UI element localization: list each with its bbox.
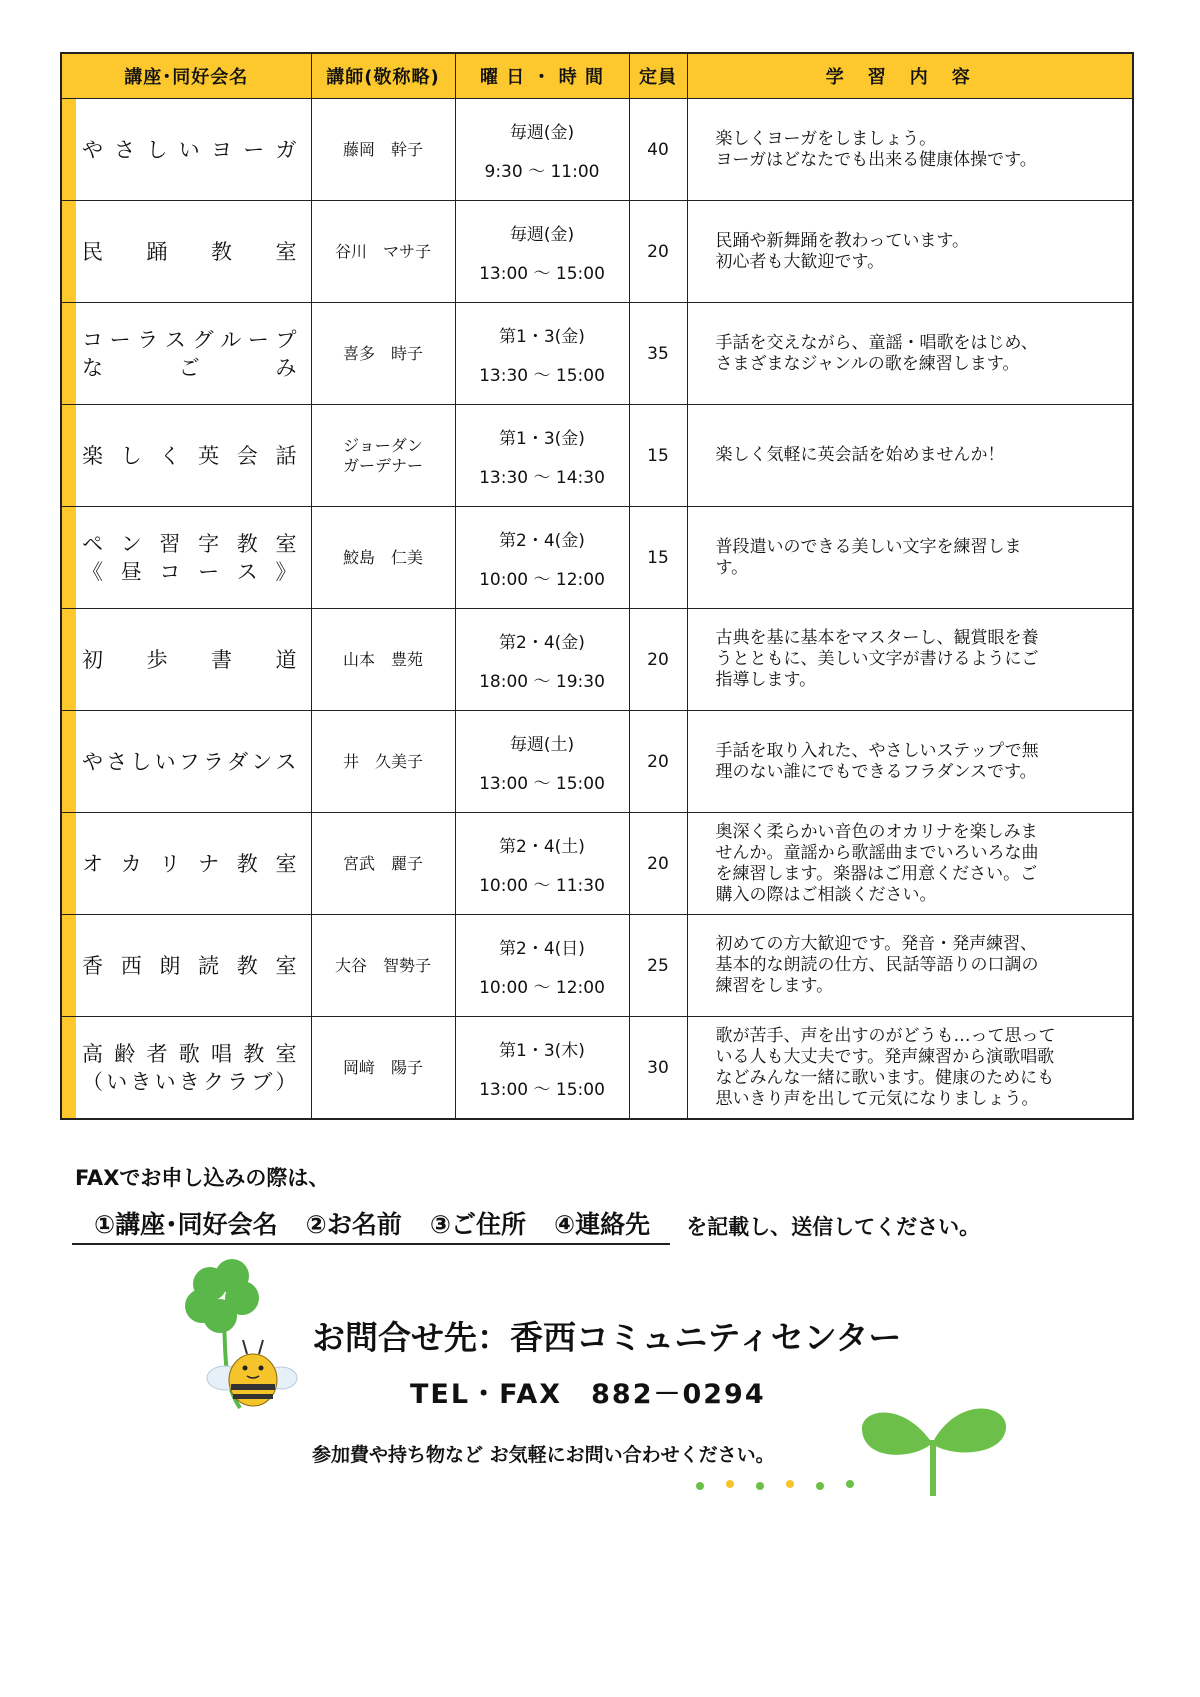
course-name-char: 英 <box>198 443 220 468</box>
capacity: 20 <box>629 711 687 813</box>
course-name-char: ラ <box>227 1069 249 1094</box>
course-name <box>61 405 311 507</box>
course-name-char: き <box>178 1069 200 1094</box>
description-line: 購入の際はご相談ください。 <box>715 884 937 905</box>
course-name-char: 西 <box>120 953 142 978</box>
table-row <box>61 813 1133 915</box>
course-description <box>687 99 1133 201</box>
course-name-char: ラ <box>137 327 159 352</box>
course-name-char: ン <box>120 531 142 556</box>
course-name-line <box>82 558 297 586</box>
course-name-char: 昼 <box>120 559 142 584</box>
course-name-char: ブ <box>251 1069 273 1094</box>
course-name-char: ー <box>247 327 269 352</box>
course-name-char: ー <box>243 137 265 162</box>
table-row <box>61 405 1133 507</box>
description-line: 民踊や新舞踊を教わっています。 <box>715 230 969 251</box>
course-name-char: ル <box>220 327 242 352</box>
course-name-char: 教 <box>236 531 258 556</box>
description-line: 練習をします。 <box>715 976 834 996</box>
contact-title: お問合せ先：香西コミュニティセンター <box>312 1318 902 1357</box>
course-name-char: 読 <box>198 953 220 978</box>
course-name <box>61 915 311 1017</box>
course-name-char: さ <box>114 137 136 162</box>
table-row <box>61 507 1133 609</box>
fax-item: ①講座･同好会名 <box>94 1210 278 1239</box>
course-description <box>687 201 1133 303</box>
schedule-time: 18:00 ～ 19:30 <box>479 671 605 692</box>
course-name-char: オ <box>82 851 103 876</box>
schedule-day: 第2・4(日) <box>499 938 585 959</box>
course-name-line <box>82 136 297 164</box>
course-name-char: き <box>130 1069 152 1094</box>
teacher-name <box>311 507 455 609</box>
schedule-time: 13:30 ～ 15:00 <box>479 365 605 386</box>
course-name-line <box>82 326 297 354</box>
course-name <box>61 609 311 711</box>
course-name-char: 高 <box>82 1041 103 1066</box>
schedule-time: 13:00 ～ 15:00 <box>479 773 605 794</box>
course-name-char: 初 <box>82 647 103 672</box>
schedule <box>455 405 629 507</box>
teacher-line: 山本 豊苑 <box>342 649 423 669</box>
schedule-time: 13:00 ～ 15:00 <box>479 263 605 284</box>
table-row <box>61 915 1133 1017</box>
course-name-line <box>82 850 297 878</box>
course-name-char: 室 <box>275 953 297 978</box>
course-name-char: 教 <box>243 1041 265 1066</box>
schedule-day: 毎週(土) <box>509 734 575 755</box>
description-line: 歌が苦手、声を出すのがどうも…って思って <box>715 1025 1056 1046</box>
course-name-char: 話 <box>275 443 297 468</box>
course-name-char: 室 <box>275 1041 297 1066</box>
course-name-char: コ <box>82 327 103 352</box>
course-name-char: ー <box>109 327 131 352</box>
schedule-time: 13:00 ～ 15:00 <box>479 1079 605 1100</box>
header-teacher: 講師(敬称略) <box>311 53 455 99</box>
teacher-line: 鮫島 仁美 <box>342 547 423 567</box>
table-row <box>61 609 1133 711</box>
dots-decoration <box>690 1470 870 1500</box>
course-name-char: ー <box>198 559 220 584</box>
description-line: を練習します。楽器はご用意ください。ご <box>715 863 1038 884</box>
course-name-char: ス <box>275 749 297 774</box>
teacher-line: 谷川 マサ子 <box>334 241 431 261</box>
course-name-char: い <box>154 749 176 774</box>
course-name-char: ス <box>164 327 186 352</box>
course-name-char: み <box>275 355 297 380</box>
teacher-name <box>311 609 455 711</box>
schedule-day: 第1・3(金) <box>499 428 585 449</box>
course-name-line <box>82 748 297 776</box>
description-line: 思いきり声を出して元気になりましょう。 <box>715 1088 1039 1109</box>
course-name <box>61 303 311 405</box>
description-line: 楽しくヨーガをしましょう。 <box>715 128 937 149</box>
description-line: いる人も大丈夫です。発声練習から演歌唱歌 <box>715 1046 1055 1067</box>
course-name-char: 室 <box>275 851 297 876</box>
course-name-line <box>82 238 297 266</box>
teacher-name <box>311 915 455 1017</box>
teacher-line: 岡﨑 陽子 <box>342 1057 423 1077</box>
course-name-char: ナ <box>198 851 220 876</box>
course-name-char: 歩 <box>146 647 168 672</box>
course-name-char: い <box>154 1069 176 1094</box>
course-name <box>61 1017 311 1120</box>
fax-item: ④連絡先 <box>554 1210 651 1239</box>
fax-item: ③ご住所 <box>429 1210 527 1239</box>
course-name-char: 》 <box>275 559 297 584</box>
course-name-char: 室 <box>275 531 297 556</box>
course-name-char: 会 <box>236 443 258 468</box>
course-name-char: 踊 <box>146 239 168 264</box>
fax-required-items <box>72 1205 670 1245</box>
course-name-char: プ <box>275 327 297 352</box>
schedule-time: 13:30 ～ 14:30 <box>479 467 605 488</box>
teacher-name <box>311 1017 455 1120</box>
contact-tel-fax: TEL・FAX 882－0294 <box>410 1379 766 1410</box>
course-name <box>61 507 311 609</box>
schedule-day: 第1・3(木) <box>499 1040 585 1061</box>
schedule <box>455 915 629 1017</box>
course-name-line <box>82 952 297 980</box>
fax-instructions <box>72 1205 980 1245</box>
course-name-char: や <box>82 137 103 162</box>
fax-intro: FAXでお申し込みの際は、 <box>75 1166 330 1190</box>
fax-suffix: を記載し、送信してください。 <box>686 1215 981 1239</box>
description-line: す。 <box>715 557 749 578</box>
course-name-char: 道 <box>275 647 297 672</box>
course-name <box>61 99 311 201</box>
schedule-day: 第1・3(金) <box>499 326 585 347</box>
table-header-row <box>61 53 1133 99</box>
description-line: 手話を交えながら、童謡・唱歌をはじめ、 <box>715 332 1038 353</box>
teacher-line: 井 久美子 <box>342 751 423 771</box>
teacher-name <box>311 711 455 813</box>
course-name-line <box>82 1068 297 1096</box>
course-name-char: い <box>106 1069 128 1094</box>
schedule-day: 毎週(金) <box>509 122 575 143</box>
course-name-char: 香 <box>82 953 103 978</box>
course-name-char: 齢 <box>114 1041 136 1066</box>
teacher-line: 大谷 智勢子 <box>334 955 431 975</box>
teacher-name <box>311 405 455 507</box>
description-line: せんか。童謡から歌謡曲までいろいろな曲 <box>715 842 1039 863</box>
teacher-line: ガーデナー <box>342 455 423 475</box>
course-description <box>687 405 1133 507</box>
description-line: 初めての方大歓迎です。発音・発声練習、 <box>715 934 1038 954</box>
course-name-char: 歌 <box>178 1041 200 1066</box>
course-name-char: ス <box>236 559 258 584</box>
description-line: 手話を取り入れた、やさしいステップで無 <box>715 740 1039 761</box>
course-name-char: カ <box>120 851 142 876</box>
table-body <box>61 99 1133 1120</box>
description-line: 基本的な朗読の仕方、民話等語りの口調の <box>715 955 1039 975</box>
schedule <box>455 201 629 303</box>
header-capacity: 定員 <box>629 53 687 99</box>
course-name <box>61 201 311 303</box>
schedule-day: 第2・4(土) <box>499 836 585 857</box>
course-name-char: 習 <box>159 531 181 556</box>
teacher-name <box>311 303 455 405</box>
table-row <box>61 711 1133 813</box>
schedule <box>455 99 629 201</box>
course-name-char: 室 <box>275 239 297 264</box>
capacity: 35 <box>629 303 687 405</box>
table-row <box>61 99 1133 201</box>
course-name-char: ） <box>275 1069 297 1094</box>
teacher-line: 喜多 時子 <box>342 343 423 363</box>
course-description <box>687 915 1133 1017</box>
course-name-char: ダ <box>227 749 249 774</box>
capacity: 20 <box>629 813 687 915</box>
course-name-char: グ <box>192 327 214 352</box>
course-name-line <box>82 1040 297 1068</box>
description-line: 初心者も大歓迎です。 <box>715 251 885 272</box>
course-name-char: リ <box>159 851 181 876</box>
teacher-name <box>311 201 455 303</box>
course-name-char: く <box>159 443 181 468</box>
description-line: さまざまなジャンルの歌を練習します。 <box>715 353 1020 374</box>
course-name-char: い <box>178 137 200 162</box>
header-schedule: 曜 日 ・ 時 間 <box>455 53 629 99</box>
course-name-char: 書 <box>211 647 232 672</box>
course-name-char: 教 <box>236 851 258 876</box>
course-name-char: や <box>82 749 103 774</box>
teacher-line: 宮武 麗子 <box>342 853 423 873</box>
course-name-char: フ <box>178 749 200 774</box>
course-name-char: 唱 <box>211 1041 232 1066</box>
capacity: 30 <box>629 1017 687 1120</box>
schedule-day: 第2・4(金) <box>499 632 585 653</box>
description-line: 指導します。 <box>715 670 817 690</box>
course-name <box>61 711 311 813</box>
capacity: 20 <box>629 201 687 303</box>
teacher-line: 藤岡 幹子 <box>342 139 423 159</box>
bee-icon <box>205 1330 300 1410</box>
capacity: 15 <box>629 507 687 609</box>
description-line: などみんな一緒に歌います。健康のためにも <box>715 1067 1055 1088</box>
course-name-char: 朗 <box>159 953 181 978</box>
schedule <box>455 507 629 609</box>
description-line: 普段遣いのできる美しい文字を練習しま <box>715 536 1022 557</box>
fax-item: ②お名前 <box>305 1210 402 1239</box>
course-name-char: 教 <box>236 953 258 978</box>
course-name-char: さ <box>106 749 128 774</box>
course-name-char: 楽 <box>82 443 103 468</box>
teacher-line: ジョーダン <box>343 435 423 455</box>
header-content: 学習内容 <box>687 53 1133 99</box>
course-name-line <box>82 530 297 558</box>
contact-note: 参加費や持ち物など お気軽にお問い合わせください。 <box>312 1444 775 1466</box>
course-name-char: な <box>82 355 103 380</box>
schedule <box>455 1017 629 1120</box>
course-name-char: ク <box>202 1069 224 1094</box>
schedule <box>455 813 629 915</box>
course-name-line <box>82 354 297 382</box>
course-name-char: ラ <box>202 749 224 774</box>
course-name-char: し <box>120 443 142 468</box>
course-name <box>61 813 311 915</box>
course-name-char: （ <box>82 1069 103 1094</box>
course-name-char: ご <box>178 355 200 380</box>
course-name-char: コ <box>159 559 181 584</box>
description-line: うとともに、美しい文字が書けるようにご <box>715 649 1039 669</box>
course-name-char: し <box>130 749 152 774</box>
schedule-day: 毎週(金) <box>509 224 575 245</box>
course-name-char: 字 <box>198 531 220 556</box>
header-name: 講座･同好会名 <box>61 53 311 99</box>
sprout-icon <box>860 1390 1010 1500</box>
schedule <box>455 303 629 405</box>
capacity: 15 <box>629 405 687 507</box>
course-description <box>687 303 1133 405</box>
course-name-line <box>82 442 297 470</box>
course-description <box>687 507 1133 609</box>
course-name-char: 民 <box>82 239 103 264</box>
table-row <box>61 201 1133 303</box>
course-description <box>687 711 1133 813</box>
table-row <box>61 303 1133 405</box>
course-name-char: し <box>146 137 168 162</box>
course-table <box>60 52 1134 1120</box>
description-line: ヨーガはどなたでも出来る健康体操です。 <box>715 149 1037 170</box>
course-name-char: 《 <box>82 559 103 584</box>
course-name-char: 教 <box>211 239 232 264</box>
course-name-char: ン <box>251 749 273 774</box>
description-line: 古典を基に基本をマスターし、観賞眼を養 <box>715 628 1039 648</box>
course-table-wrapper <box>60 52 1132 1120</box>
course-name-line <box>82 646 297 674</box>
teacher-name <box>311 99 455 201</box>
course-name-char: ペ <box>82 531 103 556</box>
description-line: 奥深く柔らかい音色のオカリナを楽しみま <box>715 821 1038 842</box>
schedule-day: 第2・4(金) <box>499 530 585 551</box>
description-line: 理のない誰にでもできるフラダンスです。 <box>715 761 1037 782</box>
schedule <box>455 711 629 813</box>
course-description <box>687 813 1133 915</box>
table-row <box>61 1017 1133 1120</box>
teacher-name <box>311 813 455 915</box>
course-description <box>687 1017 1133 1120</box>
schedule-time: 9:30 ～ 11:00 <box>484 161 600 182</box>
schedule-time: 10:00 ～ 11:30 <box>479 875 605 896</box>
description-line: 楽しく気軽に英会話を始めませんか！ <box>715 445 1005 465</box>
capacity: 40 <box>629 99 687 201</box>
capacity: 20 <box>629 609 687 711</box>
schedule-time: 10:00 ～ 12:00 <box>479 569 605 590</box>
course-description <box>687 609 1133 711</box>
schedule <box>455 609 629 711</box>
capacity: 25 <box>629 915 687 1017</box>
course-name-char: ガ <box>275 137 297 162</box>
course-name-char: 者 <box>146 1041 168 1066</box>
schedule-time: 10:00 ～ 12:00 <box>479 977 605 998</box>
course-name-char: ヨ <box>211 137 232 162</box>
